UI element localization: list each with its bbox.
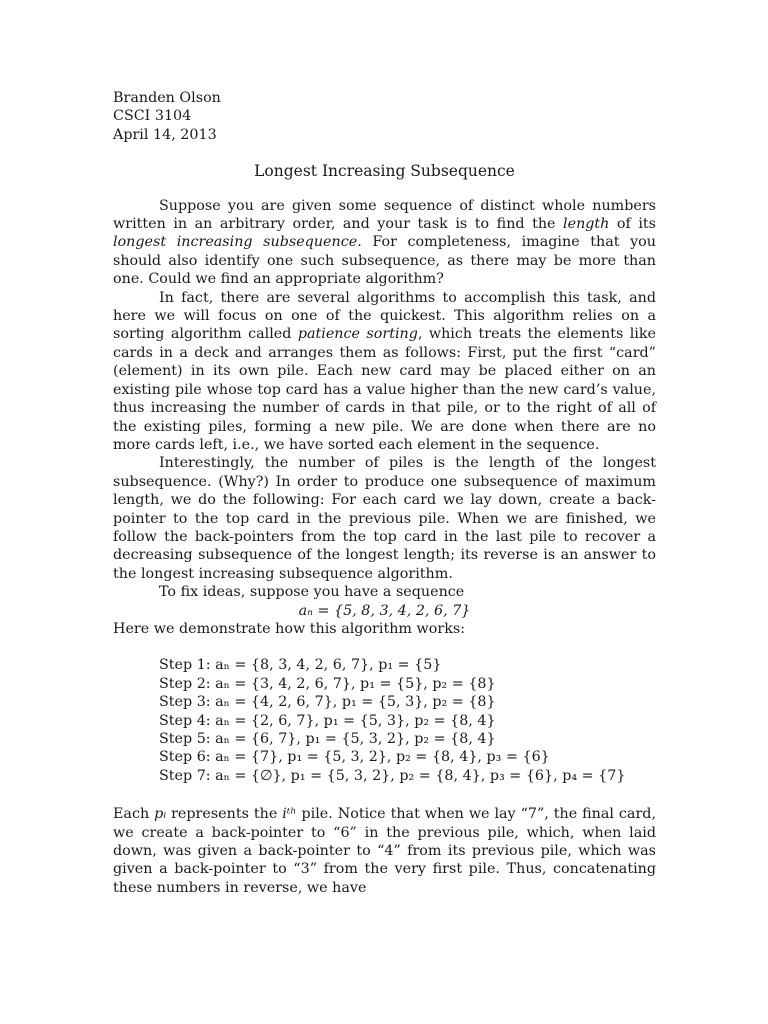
step-line: Step 4: aₙ = {2, 6, 7}, p₁ = {5, 3}, p₂ = {8, 4} [159,712,496,729]
step-line: Step 7: aₙ = {∅}, p₁ = {5, 3, 2}, p₂ = {8, 4}, p₃ = {6}, p₄ = {7} [159,767,626,784]
header-block [113,89,656,144]
paragraph-2-text-a: In fact, there are several algorithms to accomplish this task, and here we will focus on one of the quickest. This algorithm relies on a sorting algorithm called [113,289,656,343]
paragraph-2 [113,289,656,455]
step-line: Step 5: aₙ = {6, 7}, p₁ = {5, 3, 2}, p₂ = {8, 4} [159,731,496,747]
sequence-equation: aₙ = {5, 8, 3, 4, 2, 6, 7} [298,602,471,619]
paragraph-1-text-b: of its [609,216,656,233]
document-date: April 14, 2013 [113,126,217,143]
author-name: Branden Olson [113,90,221,106]
paragraph-6-text-c: pile. Notice that when we lay “7”, the final card, we create a back-pointer to “6” in the previous pile, which, when laid down, was given a back-pointer to “4” from its previous pile, which was given a back-pointer to “3” from the very first pile. Thus, concatenating these numbers in reverse, we have [113,806,656,896]
emphasis-length: length [563,216,610,233]
paragraph-6-text-b: represents the [166,806,283,823]
ith-symbol: iᵗʰ [282,806,297,823]
paragraph-5: Here we demonstrate how this algorithm works: [113,620,466,637]
course-code: CSCI 3104 [113,108,192,125]
paragraph-1 [113,197,656,289]
step-line: Step 6: aₙ = {7}, p₁ = {5, 3, 2}, p₂ = {8, 4}, p₃ = {6} [159,749,550,766]
paragraph-6-text-a: Each [113,806,155,823]
document-page [113,89,656,912]
steps-list [113,656,656,785]
step-line: Step 2: aₙ = {3, 4, 2, 6, 7}, p₁ = {5}, p₂ = {8} [159,675,496,692]
emphasis-lis: longest increasing subsequence [113,234,358,251]
paragraph-1-text-a: Suppose you are given some sequence of distinct whole numbers written in an arbitrary order, and your task is to find the [113,197,656,233]
paragraph-1-text-c: . For completeness, imagine that you should also identify one such subsequence, as there may be more than one. Could we find an appropriate algorithm? [113,234,656,288]
step-line: Step 3: aₙ = {4, 2, 6, 7}, p₁ = {5, 3}, p₂ = {8} [159,694,496,711]
paragraph-6 [113,805,656,897]
pile-symbol: pᵢ [154,806,167,823]
step-line: Step 1: aₙ = {8, 3, 4, 2, 6, 7}, p₁ = {5} [159,657,442,674]
paragraph-3: Interestingly, the number of piles is the length of the longest subsequence. (Why?) In order to produce one subsequence of maximum length, we do the following: For each card we lay down, create a back-pointer to the top card in the previous pile. When we are finished, we follow the back-pointers from the top card in the last pile to recover a decreasing subsequence of the longest length; its reverse is an answer to the longest increasing subsequence algorithm. [113,455,656,582]
paragraph-2-text-b: , which treats the elements like cards in a deck and arranges them as follows: First, put the first “card” (element) in its own pile. Each new card may be placed either on an existing pile whose top card has a value higher than the new card’s value, thus increasing the number of cards in that pile, or to the right of all of the existing piles, forming a new pile. We are done when there are no more cards left, i.e., we have sorted each element in the sequence. [113,326,656,453]
paragraph-4: To fix ideas, suppose you have a sequence [159,584,465,601]
document-title: Longest Increasing Subsequence [254,162,515,181]
emphasis-patience-sorting: patience sorting [297,326,418,343]
